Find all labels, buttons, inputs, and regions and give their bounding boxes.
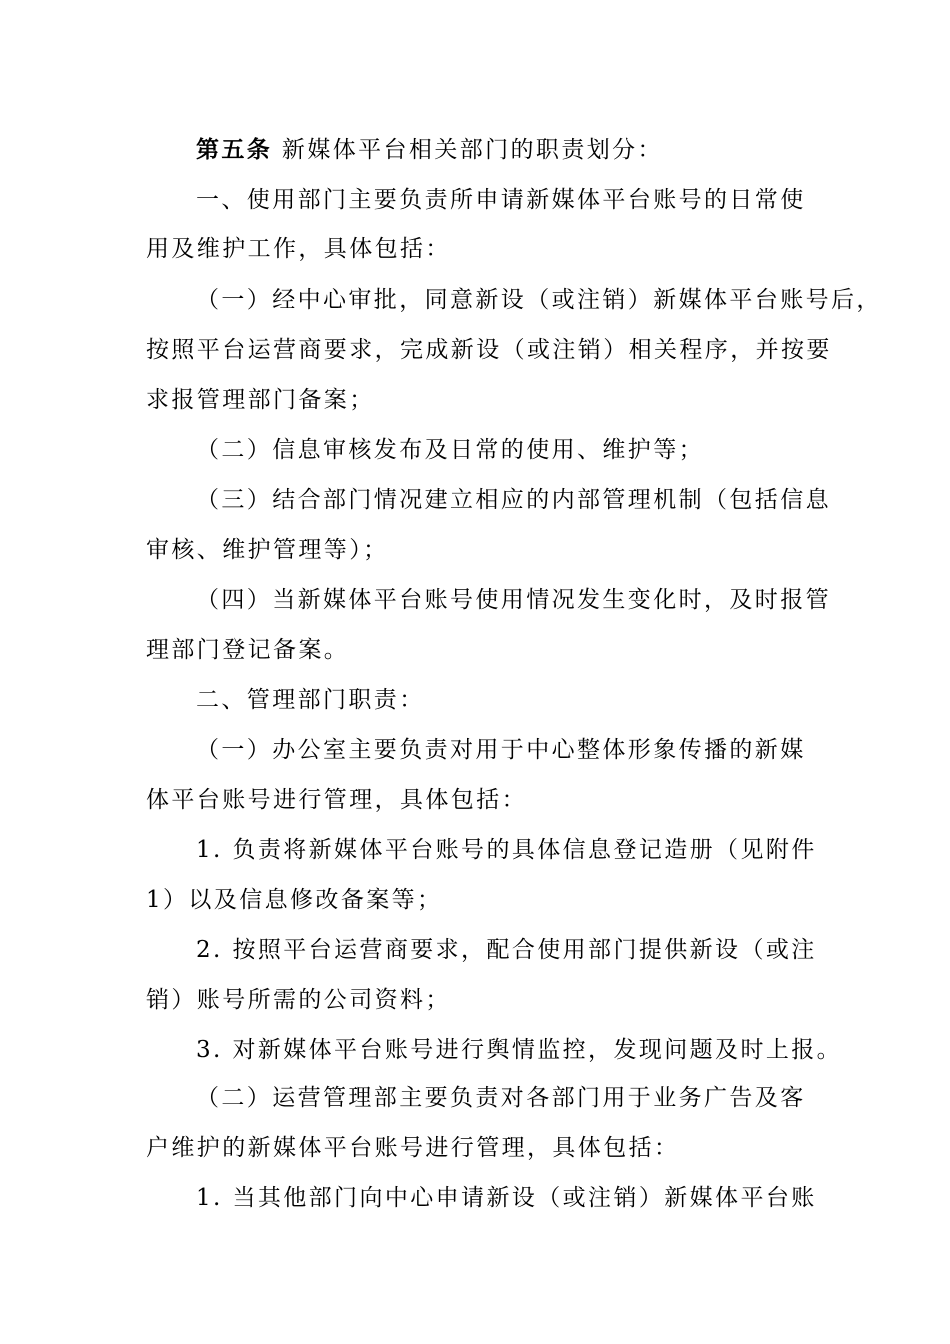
paragraph-line: 2. 按照平台运营商要求，配合使用部门提供新设（或注 <box>196 937 817 963</box>
paragraph-line: （二）运营管理部主要负责对各部门用于业务广告及客 <box>196 1085 806 1111</box>
paragraph-line: 二、管理部门职责： <box>196 687 425 713</box>
paragraph-line: 1. 负责将新媒体平台账号的具体信息登记造册（见附件 <box>196 837 817 863</box>
paragraph-line: （一）经中心审批，同意新设（或注销）新媒体平台账号后， <box>196 287 882 313</box>
paragraph-line: 3. 对新媒体平台账号进行舆情监控，发现问题及时上报。 <box>196 1037 843 1063</box>
paragraph-line: 一、使用部门主要负责所申请新媒体平台账号的日常使 <box>196 187 806 213</box>
article-number: 第五条 <box>196 136 273 163</box>
paragraph-line: 用及维护工作，具体包括： <box>146 236 451 262</box>
paragraph-line: 求报管理部门备案； <box>146 387 375 413</box>
paragraph-line: 1）以及信息修改备案等； <box>146 887 443 913</box>
paragraph-line: 理部门登记备案。 <box>146 637 350 663</box>
paragraph-line: 按照平台运营商要求，完成新设（或注销）相关程序，并按要 <box>146 337 832 363</box>
paragraph-line: 1. 当其他部门向中心申请新设（或注销）新媒体平台账 <box>196 1185 817 1211</box>
article-title: 新媒体平台相关部门的职责划分： <box>272 137 663 163</box>
paragraph-line: 体平台账号进行管理，具体包括： <box>146 787 527 813</box>
paragraph-line: （二）信息审核发布及日常的使用、维护等； <box>196 437 704 463</box>
article-heading <box>196 130 816 170</box>
paragraph-line: 销）账号所需的公司资料； <box>146 987 451 1013</box>
paragraph-line: 审核、维护管理等）； <box>146 537 389 563</box>
paragraph-line: （三）结合部门情况建立相应的内部管理机制（包括信息 <box>196 487 831 513</box>
paragraph-line: （一）办公室主要负责对用于中心整体形象传播的新媒 <box>196 737 806 763</box>
paragraph-line: 户维护的新媒体平台账号进行管理，具体包括： <box>146 1135 680 1161</box>
paragraph-line: （四）当新媒体平台账号使用情况发生变化时，及时报管 <box>196 587 831 613</box>
